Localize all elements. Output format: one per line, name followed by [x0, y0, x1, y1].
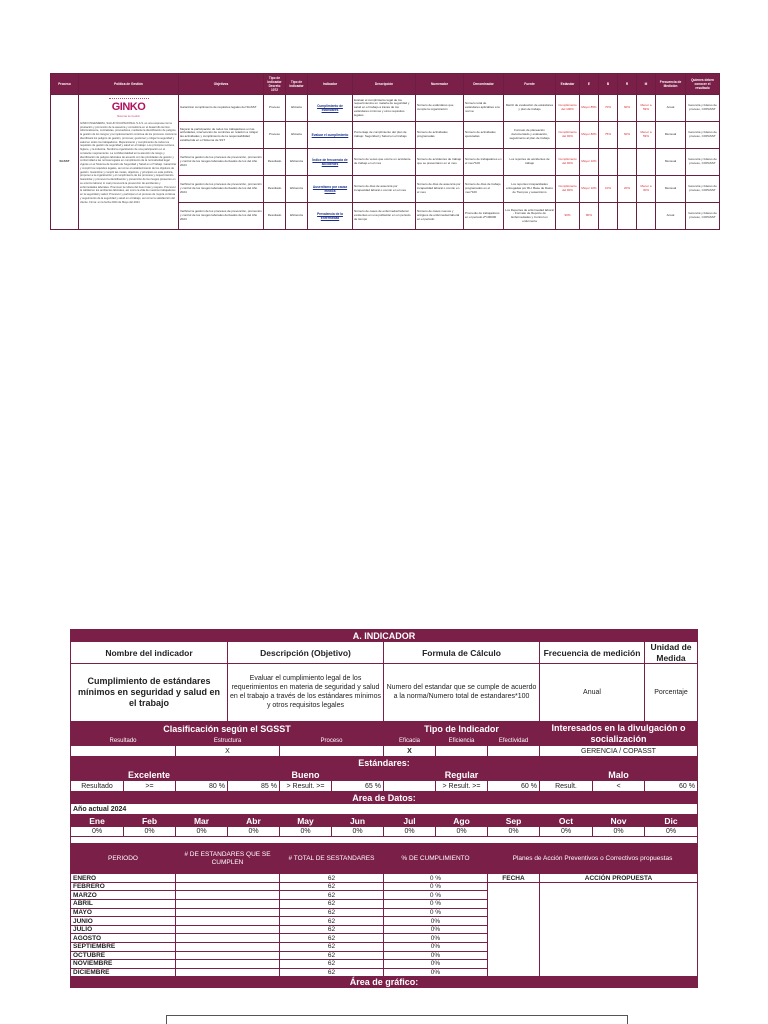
- period-cell-m: OCTUBRE: [71, 951, 176, 960]
- period-row: [71, 882, 698, 891]
- col-name-header: Nombre del indicador: [71, 642, 228, 664]
- month-value: 0%: [124, 827, 176, 837]
- data-title: Area de Datos:: [71, 792, 698, 804]
- period-cell-m: ENERO: [71, 874, 176, 883]
- matrix-header: Denominador: [464, 74, 504, 95]
- matrix-cell-e: Mayor 10%: [580, 176, 599, 203]
- matrix-cell-ind: Ausentismo por causa médica: [308, 176, 353, 203]
- matrix-header: Indicador: [308, 74, 353, 95]
- policy-cell: [79, 95, 179, 230]
- matrix-cell-b: [599, 203, 618, 230]
- matrix-header: Tipo de Indicador: [286, 74, 308, 95]
- matrix-header: B: [599, 74, 618, 95]
- type-mark-effectiveness: [488, 746, 540, 757]
- period-cell-c: [176, 960, 280, 969]
- month-header: Oct: [540, 815, 593, 827]
- matrix-cell-den: Número de actividades ejecutadas: [464, 122, 504, 149]
- period-cell-t: 62: [280, 951, 384, 960]
- month-header: Abr: [228, 815, 280, 827]
- matrix-cell-num: Número de actividades programadas: [416, 122, 464, 149]
- period-cell-p: 0 %: [384, 882, 488, 891]
- matrix-cell-obj: Verificar la gestión de los procesos de prevención, promoción y control de los riesgos laborales derivados de los del Año 2024: [179, 176, 264, 203]
- class-mark-process: [280, 746, 384, 757]
- matrix-cell-ind: Evaluar el cumplimiento: [308, 122, 353, 149]
- type-label-effectiveness: Efectividad: [488, 736, 540, 746]
- month-header: Ene: [71, 815, 124, 827]
- matrix-cell-m: Menor a 30%: [637, 176, 656, 203]
- matrix-cell-den: Número de trabajadores en el mes*100: [464, 149, 504, 176]
- matrix-cell-num: Número de días de ausencia por incapacidad laboral o común en el mes: [416, 176, 464, 203]
- plans-action-area[interactable]: [540, 882, 698, 977]
- indicator-unit: Porcentaje: [645, 664, 698, 722]
- matrix-cell-obj: Verificar la gestión de los procesos de prevención, promoción y control de los riesgos laborales derivados de los del Año 2024: [179, 149, 264, 176]
- good-label: > Result. >=: [280, 781, 332, 792]
- matrix-cell-ind: Cumplimiento de estándares: [308, 95, 353, 122]
- month-value: 0%: [436, 827, 488, 837]
- indicator-name: Cumplimiento de estándares mínimos en seguridad y salud en el trabajo: [71, 664, 228, 722]
- period-cell-m: SEPTIEMBRE: [71, 943, 176, 952]
- matrix-cell-e: Mayor 80%: [580, 122, 599, 149]
- period-cell-t: 62: [280, 968, 384, 977]
- matrix-cell-who: Gerencia y líderes de proceso, COPASST: [686, 176, 720, 203]
- month-value: 0%: [228, 827, 280, 837]
- matrix-cell-t2: Eficacia: [286, 95, 308, 122]
- matrix-header: Política de Gestión: [79, 74, 179, 95]
- period-cell-t: 62: [280, 934, 384, 943]
- indicator-sheet: [70, 629, 698, 988]
- period-cell-p: 0 %: [384, 874, 488, 883]
- month-header: May: [280, 815, 332, 827]
- month-value: 0%: [280, 827, 332, 837]
- matrix-cell-den: Número total de estándares aplicables a la norma: [464, 95, 504, 122]
- matrix-cell-est: 90%: [556, 203, 580, 230]
- matrix-cell-desc: Número de días de ausencia por incapacidad laboral o común en el mes: [353, 176, 416, 203]
- matrix-cell-t2: Eficiencia: [286, 176, 308, 203]
- matrix-cell-fue: Matriz de evaluación de estándares y plan de trabajo: [504, 95, 556, 122]
- matrix-cell-e: Mayor 10%: [580, 149, 599, 176]
- matrix-cell-t2: Eficacia: [286, 122, 308, 149]
- process-cell: SGSST: [51, 95, 79, 230]
- plans-date-area[interactable]: [488, 882, 540, 977]
- period-cell-c: [176, 943, 280, 952]
- spacer: [71, 837, 698, 844]
- class-label-process: Proceso: [280, 736, 384, 746]
- classification-title: Clasificación según el SGSST: [71, 722, 384, 736]
- class-label-structure: Estructura: [176, 736, 280, 746]
- matrix-cell-num: Número de casos nuevos y antiguos de enfermedad laboral en el periodo: [416, 203, 464, 230]
- type-label-efficiency: Eficiencia: [436, 736, 488, 746]
- matrix-cell-b: 10%: [599, 176, 618, 203]
- ginko-logo: [80, 98, 177, 118]
- matrix-header: Frecuencia de Medición: [656, 74, 686, 95]
- type-mark-efficiency: [436, 746, 488, 757]
- indicator-description: Evaluar el cumplimiento legal de los requerimientos en materia de seguridad y salud en el trabajo a través de los estándares mínimos y otros requisitos legales: [228, 664, 384, 722]
- bad-op: <: [593, 781, 645, 792]
- matrix-cell-num: Número de estándares que cumple la organización: [416, 95, 464, 122]
- matrix-cell-b: [599, 149, 618, 176]
- bad-val: 60 %: [645, 781, 698, 792]
- matrix-cell-freq: Anual: [656, 203, 686, 230]
- level-good: Bueno: [228, 769, 384, 781]
- matrix-cell-r: 60%: [618, 122, 637, 149]
- col-formula-header: Formula de Cálculo: [384, 642, 540, 664]
- matrix-header: Fuente: [504, 74, 556, 95]
- matrix-header: Numerador: [416, 74, 464, 95]
- stakeholders-value: GERENCIA / COPASST: [540, 746, 698, 757]
- matrix-header: E: [580, 74, 599, 95]
- matrix-header-row: [51, 74, 720, 95]
- period-cell-t: 62: [280, 960, 384, 969]
- type-title: Tipo de Indicador: [384, 722, 540, 736]
- period-cell-t: 62: [280, 943, 384, 952]
- bad-label: Result.: [540, 781, 593, 792]
- month-header: Nov: [593, 815, 645, 827]
- class-label-result: Resultado: [71, 736, 176, 746]
- period-cell-m: AGOSTO: [71, 934, 176, 943]
- reg-blank: [384, 781, 436, 792]
- period-cell-t: 62: [280, 908, 384, 917]
- matrix-cell-num: Número de accidentes de trabajo que se presentaron en el mes: [416, 149, 464, 176]
- matrix-cell-freq: Mensual: [656, 122, 686, 149]
- matrix-cell-freq: Anual: [656, 95, 686, 122]
- exc-op: >=: [124, 781, 176, 792]
- matrix-cell-t1: Proceso: [264, 95, 286, 122]
- pct-header: % DE CUMPLIMIENTO: [384, 844, 488, 874]
- plans-action-header: ACCIÓN PROPUESTA: [540, 874, 698, 883]
- matrix-cell-ind: Prevalencia de la Enfermedad: [308, 203, 353, 230]
- period-cell-c: [176, 934, 280, 943]
- matrix-cell-e: 80%: [580, 203, 599, 230]
- matrix-header: M: [637, 74, 656, 95]
- month-value: 0%: [540, 827, 593, 837]
- indicator-frequency: Anual: [540, 664, 645, 722]
- matrix-cell-desc: Evaluar el cumplimiento legal de los requerimientos en materia de seguridad y salud en el trabajo a través de los estándares mínimos y otros requisitos legales: [353, 95, 416, 122]
- period-cell-c: [176, 874, 280, 883]
- matrix-cell-fue: Los reportes incapacidades entregadas por RH. Base de Datos de Tiempos y ausentismo: [504, 176, 556, 203]
- matrix-header: Descripción: [353, 74, 416, 95]
- total-header: # TOTAL DE SESTANDARES: [280, 844, 384, 874]
- period-cell-t: 62: [280, 891, 384, 900]
- exc-val: 80 %: [176, 781, 228, 792]
- matrix-header: Objetivos: [179, 74, 264, 95]
- logo-word: GINKO: [111, 101, 146, 113]
- level-regular: Regular: [384, 769, 540, 781]
- policy-text: GINKO INGENIERIA, SALUD OCUPACIONAL S.A.S. es una empresa con la prestación y promoción de la asesoría y consultoría en el desarrollo técnico. Adicionalmente, contratistas, proveedores, mediante la identificación de peligros, la gestión de los riesgos y la implementación continua de los procesos. Asimismo identificará los peligros de gestión, promover, gestionar y mitigar la seguridad y salud en todos los trabajadores. Mejoramiento y cumplimiento de todos los requisitos de gestión de seguridad y salud en el trabajo. Los principios rectores, higiene, y la industria. Tendrá la organización de una participación en el constante mejoramiento. La confidencialidad en la atención de riesgo y identificación de peligros laborales de acuerdo con las prioridades de gestión y conformidad a las normas legales en cumplimiento de la normatividad legal vigente en el Sistema de Gestión de Seguridad y Salud en el Trabajo. Garantizar y cumplir los requisitos legales, así como el establecimiento de los objetivos de gestión. Garantizar y cumplir las metas, objetivos, y principios en esta política, proponer a la organización y el cumplimiento de los procesos y requerimientos. Garantizar y promover la identificación y prevención de los riesgos presentes en su entorno laboral, lo cual promoverá la prevención de accidentes y enfermedades laborales. Promover la cultura del buen trato y respeto. Promover la calidad en los ambientes laborales, así como la vida de nuestros trabajadores en la seguridad y salud. Promover y participar en el proceso de mejora continua y seguimiento de la seguridad y salud en el trabajo, así como la satisfacción del cliente. Firma: en la fecha 2024 de Mayo del 2024: [80, 121, 177, 204]
- period-cell-t: 62: [280, 874, 384, 883]
- matrix-cell-est: Cumplimiento del 90%: [556, 176, 580, 203]
- month-value: 0%: [176, 827, 228, 837]
- period-cell-m: NOVIEMBRE: [71, 960, 176, 969]
- period-cell-p: 0%: [384, 968, 488, 977]
- plans-date-header: FECHA: [488, 874, 540, 883]
- matrix-cell-t1: Proceso: [264, 122, 286, 149]
- period-cell-m: MAYO: [71, 908, 176, 917]
- period-header: PERIODO: [71, 844, 176, 874]
- matrix-cell-m: [637, 149, 656, 176]
- matrix-cell-m: Menor a 59%: [637, 95, 656, 122]
- good-low: 85 %: [228, 781, 280, 792]
- period-cell-c: [176, 968, 280, 977]
- period-cell-m: MARZO: [71, 891, 176, 900]
- period-row: [71, 874, 698, 883]
- matrix-cell-t2: Eficiencia: [286, 203, 308, 230]
- stakeholders-title: Interesados en la divulgación o socialización: [540, 722, 698, 746]
- month-value: 0%: [645, 827, 698, 837]
- month-header-row: [71, 815, 698, 827]
- matrix-cell-obj: Garantizar cumplimiento de requisitos legales del SGSST: [179, 95, 264, 122]
- matrix-cell-desc: Número de casos de enfermedad laboral existentes en una población en un periodo de tiempo: [353, 203, 416, 230]
- matrix-cell-m: [637, 203, 656, 230]
- period-cell-m: FEBRERO: [71, 882, 176, 891]
- period-cell-c: [176, 908, 280, 917]
- sheet-title: A. INDICADOR: [71, 630, 698, 642]
- period-cell-c: [176, 891, 280, 900]
- col-desc-header: Descripción (Objetivo): [228, 642, 384, 664]
- col-freq-header: Frecuencia de medición: [540, 642, 645, 664]
- matrix-cell-est: Cumplimiento del 90%: [556, 149, 580, 176]
- period-cell-p: 0 %: [384, 908, 488, 917]
- matrix-cell-freq: Mensual: [656, 176, 686, 203]
- month-header: Jun: [332, 815, 384, 827]
- period-cell-c: [176, 951, 280, 960]
- exc-label: Resultado: [71, 781, 124, 792]
- month-header: Mar: [176, 815, 228, 827]
- reg-label: > Result. >=: [436, 781, 488, 792]
- month-header: Feb: [124, 815, 176, 827]
- matrix-cell-t1: Resultado: [264, 203, 286, 230]
- type-mark-efficacy: X: [384, 746, 436, 757]
- matrix-cell-desc: Porcentaje de cumplimiento del plan de trabajo: Seguridad y Salud en el trabajo: [353, 122, 416, 149]
- matrix-cell-den: Promedio de trabajadores en el periodo Z*100000: [464, 203, 504, 230]
- month-value: 0%: [488, 827, 540, 837]
- matrix-header: Tipo de Indicador Decreto 1072: [264, 74, 286, 95]
- reg-val: 60 %: [488, 781, 540, 792]
- matrix-cell-m: Menor a 59%: [637, 122, 656, 149]
- period-cell-t: 62: [280, 882, 384, 891]
- indicator-formula: Numero del estandar que se cumple de acuerdo a la norma/Numero total de estandares*100: [384, 664, 540, 722]
- period-cell-c: [176, 900, 280, 909]
- matrix-cell-est: Cumplimiento del 100%: [556, 95, 580, 122]
- type-label-efficacy: Eficacia: [384, 736, 436, 746]
- period-cell-c: [176, 925, 280, 934]
- matrix-header: Proceso: [51, 74, 79, 95]
- month-header: Jul: [384, 815, 436, 827]
- period-cell-p: 0%: [384, 951, 488, 960]
- matrix-cell-t2: Eficiencia: [286, 149, 308, 176]
- period-cell-p: 0 %: [384, 900, 488, 909]
- period-cell-m: JULIO: [71, 925, 176, 934]
- matrix-cell-who: Gerencia y líderes de proceso, COPASST: [686, 122, 720, 149]
- matrix-cell-b: 75%: [599, 122, 618, 149]
- period-cell-p: 0%: [384, 934, 488, 943]
- matrix-cell-est: Cumplimiento del 90%: [556, 122, 580, 149]
- month-header: Dic: [645, 815, 698, 827]
- matrix-cell-who: Gerencia y líderes de proceso, COPASST: [686, 95, 720, 122]
- matrix-cell-fue: Los Reportes de enfermedad laboral - Formato de Reporte de Enfermedades y Control en enfermería: [504, 203, 556, 230]
- matrix-header: Quienes deben conocer el resultado: [686, 74, 720, 95]
- period-cell-t: 62: [280, 925, 384, 934]
- year-label: Año actual 2024: [71, 804, 698, 815]
- period-cell-p: 0%: [384, 925, 488, 934]
- logo-subtitle: Sistemas de Gestión: [116, 114, 141, 118]
- period-cell-t: 62: [280, 917, 384, 926]
- period-cell-t: 62: [280, 900, 384, 909]
- period-cell-m: JUNIO: [71, 917, 176, 926]
- plans-title: Planes de Acción Preventivos o Correctivos propuestas: [488, 844, 698, 874]
- good-high: 65 %: [332, 781, 384, 792]
- period-cell-c: [176, 917, 280, 926]
- matrix-row: [51, 95, 720, 122]
- matrix-cell-r: [618, 203, 637, 230]
- indicator-matrix: [50, 73, 720, 230]
- matrix-cell-who: Gerencia y líderes de proceso, COPASST: [686, 149, 720, 176]
- matrix-cell-obj: Mejorar la participación de todos los trabajadores en las actividades, intervención de controles en relación a mitigar las actividades y cumplimiento de la responsabilidad establecida en el Sistema de SST: [179, 122, 264, 149]
- month-header: Sep: [488, 815, 540, 827]
- period-cell-p: 0%: [384, 943, 488, 952]
- period-cell-m: DICIEMBRE: [71, 968, 176, 977]
- period-cell-p: 0%: [384, 917, 488, 926]
- matrix-cell-t1: Resultado: [264, 149, 286, 176]
- matrix-cell-desc: Número de veces que ocurre un accidente de trabajo en el mes: [353, 149, 416, 176]
- matrix-header: R: [618, 74, 637, 95]
- month-header: Ago: [436, 815, 488, 827]
- matrix-cell-fue: Formato de planeación documentado y evaluación, seguimiento al plan de trabajo: [504, 122, 556, 149]
- chart-area-title: Área de gráfico:: [71, 977, 698, 988]
- period-cell-m: ABRIL: [71, 900, 176, 909]
- matrix-cell-b: 70%: [599, 95, 618, 122]
- month-value: 0%: [593, 827, 645, 837]
- matrix-cell-who: Gerencia y líderes de proceso, COPASST: [686, 203, 720, 230]
- level-bad: Malo: [540, 769, 698, 781]
- month-value: 0%: [384, 827, 436, 837]
- chart-area: [166, 1015, 628, 1024]
- matrix-header: Estándar: [556, 74, 580, 95]
- matrix-cell-fue: Los reportes de accidentes de trabajo: [504, 149, 556, 176]
- matrix-cell-freq: Mensual: [656, 149, 686, 176]
- matrix-cell-r: [618, 149, 637, 176]
- period-cell-p: 0 %: [384, 891, 488, 900]
- matrix-cell-t1: Resultado: [264, 176, 286, 203]
- met-header: # DE ESTANDARES QUE SE CUMPLEN: [176, 844, 280, 874]
- month-value: 0%: [332, 827, 384, 837]
- matrix-cell-den: Número de días de trabajo programados en el mes*100: [464, 176, 504, 203]
- matrix-cell-e: Mayor 85%: [580, 95, 599, 122]
- col-unit-header: Unidad de Medida: [645, 642, 698, 664]
- period-cell-c: [176, 882, 280, 891]
- matrix-cell-r: 20%: [618, 176, 637, 203]
- month-values-row: [71, 827, 698, 837]
- standards-title: Estándares:: [71, 757, 698, 769]
- period-cell-p: 0%: [384, 960, 488, 969]
- matrix-cell-ind: Índice de frecuencia de accidentes: [308, 149, 353, 176]
- class-mark-structure: X: [176, 746, 280, 757]
- level-excellent: Excelente: [71, 769, 228, 781]
- class-mark-result: [71, 746, 176, 757]
- matrix-cell-r: 60%: [618, 95, 637, 122]
- month-value: 0%: [71, 827, 124, 837]
- matrix-cell-obj: Verificar la gestión de los procesos de prevención, promoción y control de los riesgos laborales derivados de los del Año 2024: [179, 203, 264, 230]
